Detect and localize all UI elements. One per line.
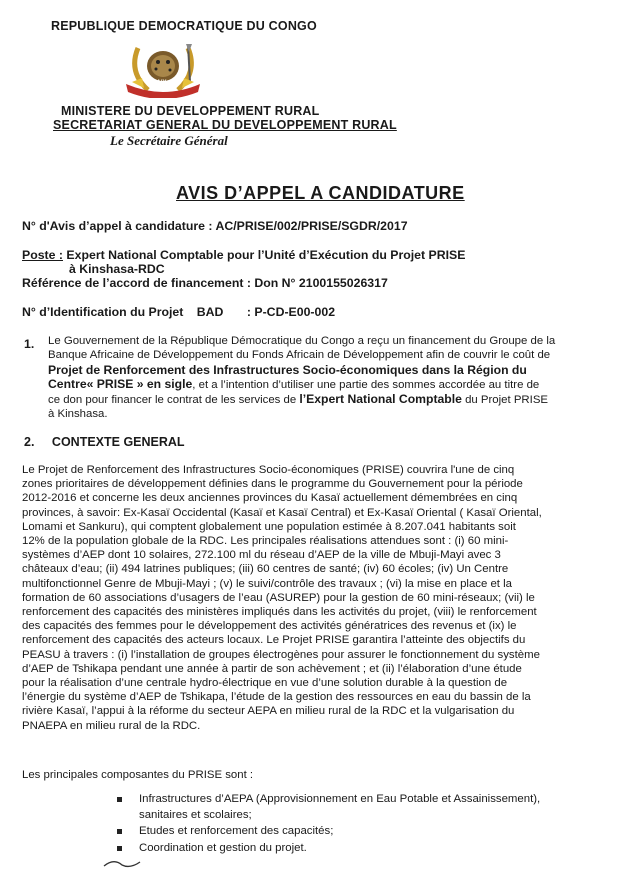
para1-text: , et a l’intention d’utiliser une partie des sommes accordée au titre de bbox=[192, 378, 540, 391]
para1-line bbox=[48, 377, 596, 392]
financing-ref-label: Référence de l’accord de financement : bbox=[22, 276, 251, 290]
para1-position: l’Expert National Comptable bbox=[299, 392, 462, 407]
component-item-3: Coordination et gestion du projet. bbox=[139, 842, 307, 854]
avis-label: N° d'Avis d’appel à candidature : bbox=[22, 219, 213, 233]
context-line: multifonctionnel Genre de Mbuji-Mayi ; (v) le suivi/contrôle des travaux ; (vi) la mise en place et la bbox=[22, 577, 512, 590]
financing-ref-value: Don N° 2100155026317 bbox=[254, 276, 388, 290]
components-intro: Les principales composantes du PRISE sont : bbox=[22, 769, 254, 781]
context-line: PNAEPA en milieu rural de la RDC. bbox=[22, 719, 201, 732]
para1-text: du Projet PRISE bbox=[461, 394, 549, 407]
section-number: 2. bbox=[24, 435, 35, 449]
component-item-1-cont: sanitaires et scolaires; bbox=[139, 809, 252, 821]
section-title: CONTEXTE GENERAL bbox=[51, 435, 185, 449]
context-line: PEASU à travers : (i) l’installation de groupes électrogènes pour assurer le fonctionnement du système bbox=[22, 648, 540, 661]
secretariat-name: SECRETARIAT GENERAL DU DEVELOPPEMENT RURAL bbox=[53, 118, 397, 132]
project-id-row bbox=[22, 305, 335, 319]
context-line: renforcement des capacités des acteurs locaux. Le Projet PRISE garantira l’atteinte des objectifs du bbox=[22, 634, 526, 647]
para1-acronym: « PRISE » en sigle bbox=[86, 376, 193, 391]
para1-line: Banque Africaine de Développement du Fonds Africain de Développement afin de couvrir le coût de bbox=[48, 349, 551, 362]
page-title: AVIS D’APPEL A CANDIDATURE bbox=[176, 183, 465, 203]
paragraph-number-1: 1. bbox=[24, 337, 35, 351]
handwritten-mark bbox=[100, 856, 180, 869]
emblem-motto: PAIX bbox=[153, 80, 167, 86]
context-line: provinces, à savoir: Ex-Kasaï Occidental (Kasaï et Kasaï Central) et Ex-Kasaï Oriental ( Kasaï Oriental, bbox=[22, 506, 542, 519]
project-id-value: : P-CD-E00-002 bbox=[246, 305, 336, 319]
ministry-name: MINISTERE DU DEVELOPPEMENT RURAL bbox=[61, 104, 320, 118]
poste-line1: Expert National Comptable pour l’Unité d’Exécution du Projet PRISE bbox=[66, 248, 466, 262]
context-line: rivière Kasaï, l’appui à la réforme du secteur AEPA en milieu rural de la RDC et la vulgarisation du bbox=[22, 705, 515, 718]
context-line: zones prioritaires de développement définies dans le programme du Gouvernement pour la période bbox=[22, 478, 523, 491]
component-item-2: Etudes et renforcement des capacités; bbox=[139, 825, 334, 837]
section-2-heading bbox=[24, 435, 185, 449]
context-line: des capacités des femmes pour le développement des activités génératrices des revenus et (ix) le bbox=[22, 620, 517, 633]
para1-line: Le Gouvernement de la République Démocratique du Congo a reçu un financement du Groupe de la bbox=[48, 335, 556, 347]
context-line: formation de 60 associations d’usagers de l’eau (ASUREP) pour la gestion de 60 mini-réseaux; (vii) le bbox=[22, 591, 535, 604]
bullet-icon bbox=[117, 797, 122, 802]
context-line: châteaux d’eau; (ii) 494 latrines publiques; (iii) 60 centres de santé; (iv) 60 écoles; (iv) Un Centre bbox=[22, 563, 509, 576]
avis-value: AC/PRISE/002/PRISE/SGDR/2017 bbox=[215, 219, 408, 233]
context-line: d’AEP de Tshikapa pendant une année à partir de son achèvement ; et (ii) l’élaboration d’une étude bbox=[22, 662, 522, 675]
financing-ref-row bbox=[22, 276, 388, 290]
country-header: REPUBLIQUE DEMOCRATIQUE DU CONGO bbox=[51, 19, 317, 33]
context-line: Le Projet de Renforcement des Infrastructures Socio-économiques (PRISE) couvrira l'une de cinq bbox=[22, 464, 515, 476]
context-line: systèmes d’AEP dont 10 solaires, 272.100 ml du réseau d’AEP de la ville de Mbuji-Mayi avec 3 bbox=[22, 549, 501, 562]
component-item-1: Infrastructures d’AEPA (Approvisionnement en Eau Potable et Assainissement), bbox=[139, 793, 541, 805]
poste-row bbox=[22, 248, 465, 262]
para1-project-name: Projet de Renforcement des Infrastructures Socio-économiques dans la Région du bbox=[48, 362, 527, 377]
para1-region: Centre bbox=[48, 376, 87, 391]
paragraph-1 bbox=[48, 334, 596, 422]
para1-line bbox=[48, 392, 596, 407]
project-id-label: N° d’Identification du Projet bbox=[22, 305, 184, 319]
context-paragraph bbox=[22, 463, 598, 733]
context-line: l’énergie du système d’AEP de Tshikapa, l’étude de la gestion des ressources en eau du bassin de la bbox=[22, 691, 531, 704]
para1-text: ce don pour financer le contrat de les services de bbox=[48, 394, 300, 407]
project-id-org: BAD bbox=[196, 305, 224, 319]
signatory-title: Le Secrétaire Général bbox=[110, 133, 228, 148]
bullet-icon bbox=[117, 846, 122, 851]
context-line: renforcement des capacités des ministères impliqués dans les activités du projet, (viii) le renforcement bbox=[22, 606, 537, 619]
poste-line2: à Kinshasa-RDC bbox=[69, 262, 165, 276]
context-line: 2012-2016 et concerne les deux anciennes provinces du Kasaï actuellement démembrées en cinq bbox=[22, 492, 518, 505]
para1-line: à Kinshasa. bbox=[48, 408, 108, 421]
bullet-icon bbox=[117, 829, 122, 834]
context-line: Lomami et Sankuru), qui comptent globalement une population estimée à 8.207.041 habitants soit bbox=[22, 520, 516, 533]
avis-number-row bbox=[22, 219, 408, 233]
coat-of-arms-emblem bbox=[118, 42, 208, 98]
context-line: 12% de la population globale de la RDC. Les principales réalisations attendues sont : (i) 60 mini- bbox=[22, 535, 509, 548]
context-line: pour la réalisation d’une centrale hydro-électrique en vue d’une solution durable à la question de bbox=[22, 677, 508, 690]
poste-label: Poste : bbox=[22, 248, 63, 262]
